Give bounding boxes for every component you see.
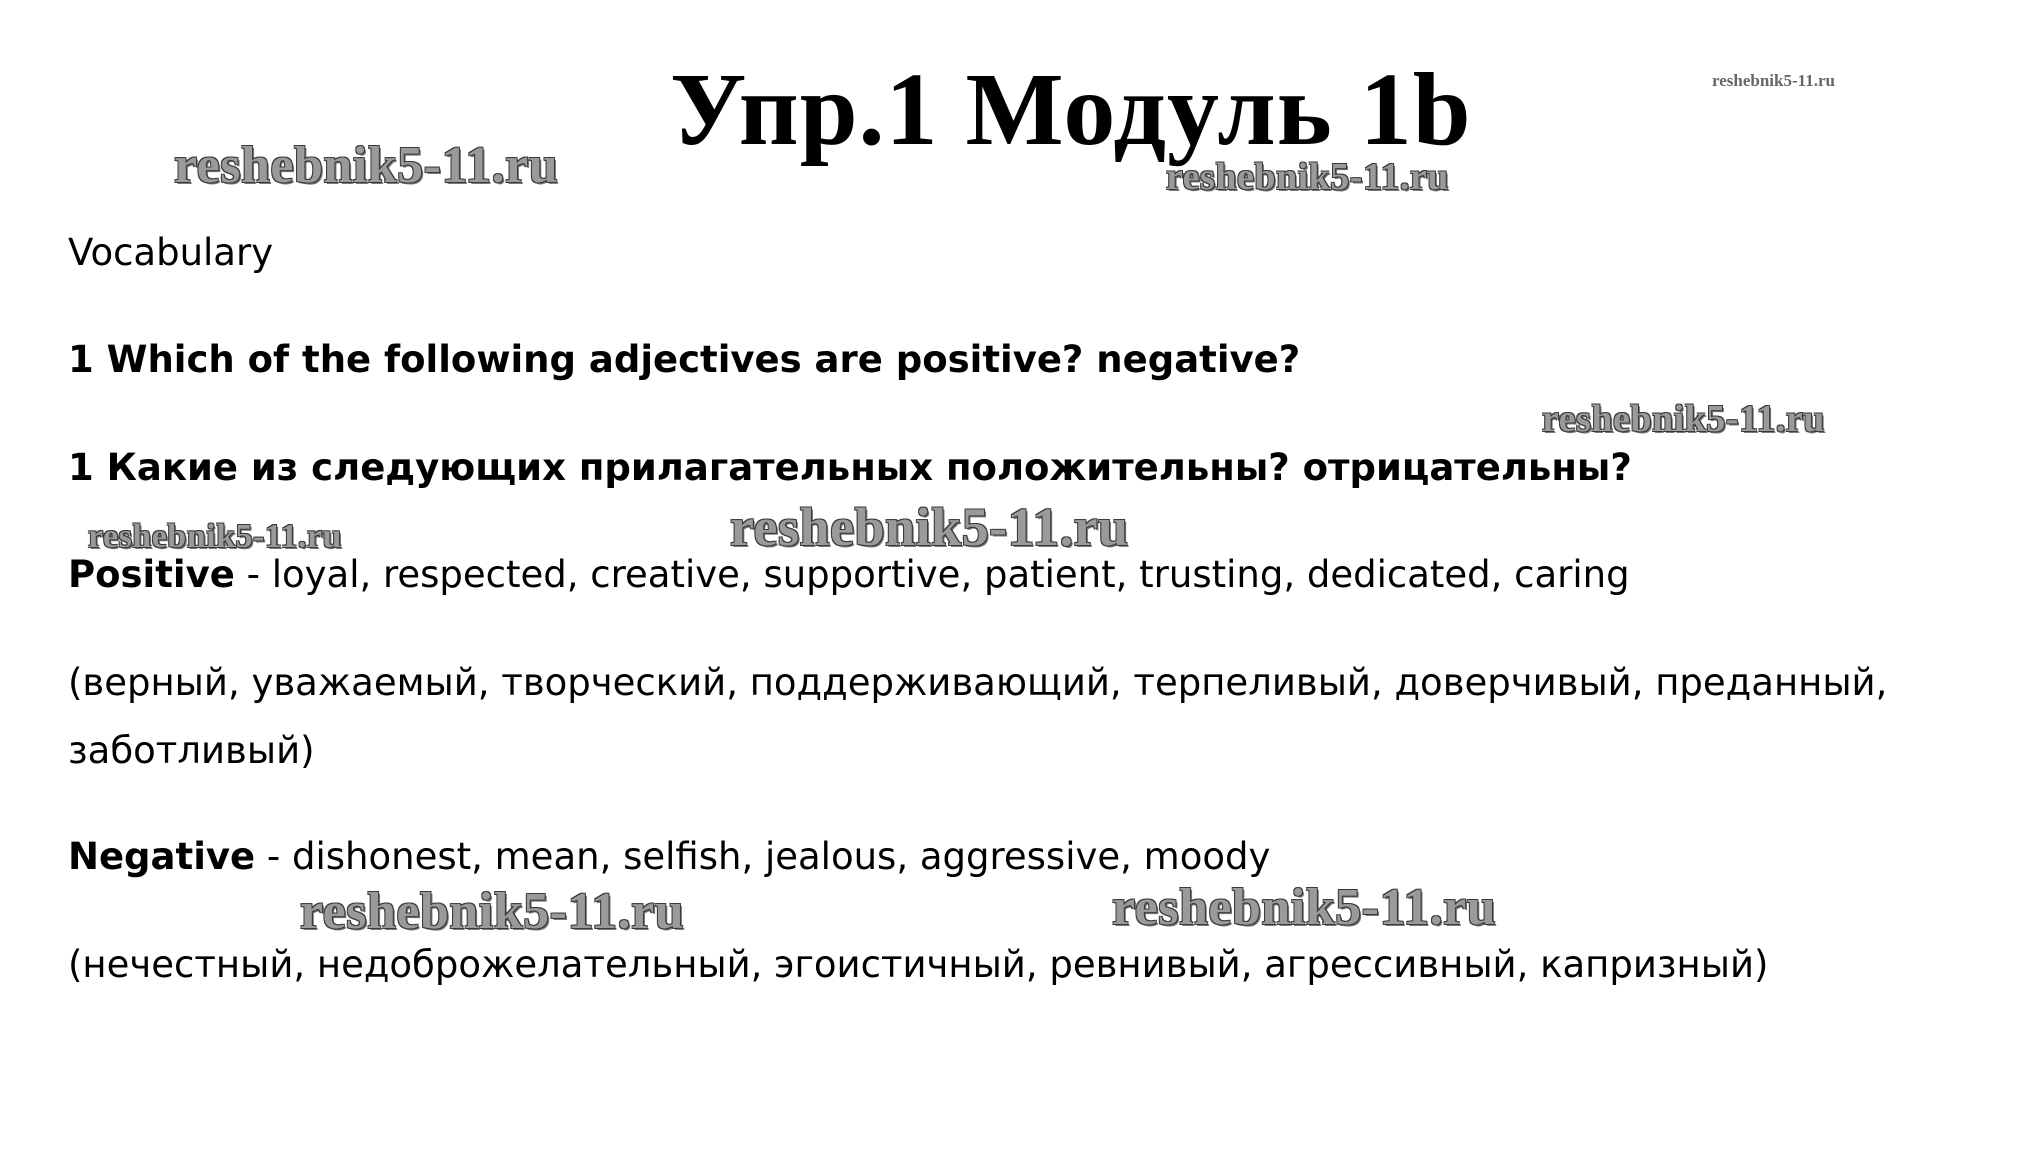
watermark: reshebnik5-11.ru: [730, 497, 1129, 557]
section-heading: Vocabulary: [68, 231, 274, 274]
positive-translation-line2: заботливый): [68, 729, 315, 772]
positive-translation-line1: (верный, уважаемый, творческий, поддерживающий, терпеливый, доверчивый, преданный,: [68, 661, 1888, 704]
watermark: reshebnik5-11.ru: [1112, 879, 1497, 936]
negative-line: [68, 835, 1271, 878]
question-english: 1 Which of the following adjectives are positive? negative?: [68, 338, 1301, 381]
positive-label: Positive: [68, 553, 235, 596]
page-title: Упр.1 Модуль 1b: [670, 52, 1472, 167]
negative-translation: (нечестный, недоброжелательный, эгоистичный, ревнивый, агрессивный, капризный): [68, 943, 1769, 986]
positive-adjectives: - loyal, respected, creative, supportive, patient, trusting, dedicated, caring: [234, 553, 1630, 596]
watermark: reshebnik5-11.ru: [88, 518, 342, 555]
question-russian: 1 Какие из следующих прилагательных положительны? отрицательны?: [68, 446, 1632, 489]
watermark: reshebnik5-11.ru: [300, 883, 685, 940]
watermark: reshebnik5-11.ru: [1712, 71, 1835, 90]
watermark: reshebnik5-11.ru: [1542, 398, 1825, 440]
watermark: reshebnik5-11.ru: [1166, 156, 1449, 198]
negative-label: Negative: [68, 835, 256, 878]
positive-line: [68, 553, 1630, 596]
watermark: reshebnik5-11.ru: [174, 137, 559, 194]
negative-adjectives: - dishonest, mean, selfish, jealous, aggressive, moody: [255, 835, 1271, 878]
